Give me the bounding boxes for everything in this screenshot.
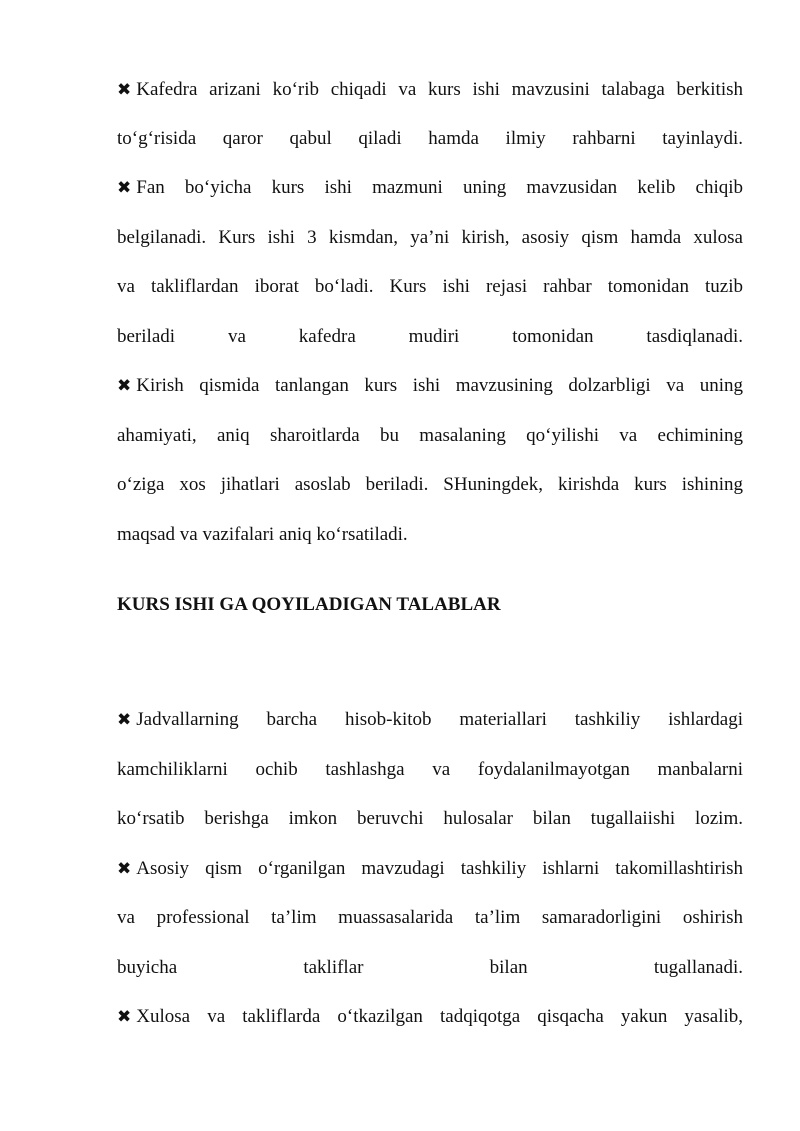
cross-bullet-icon: ✖ — [117, 859, 132, 879]
paragraph-line: o‘ziga xos jihatlari asoslab beriladi. SHuningdek, kirishda kurs ishining — [117, 474, 743, 495]
paragraph-line: buyicha takliflar bilan tugallanadi. — [117, 957, 743, 978]
paragraph-line: ✖ Asosiy qism o‘rganilgan mavzudagi tashkiliy ishlarni takomillashtirish — [117, 858, 743, 879]
paragraph-line: va takliflardan iborat bo‘ladi. Kurs ishi rejasi rahbar tomonidan tuzib — [117, 276, 743, 297]
cross-bullet-icon: ✖ — [117, 376, 132, 396]
paragraph-line: ko‘rsatib berishga imkon beruvchi hulosalar bilan tugallaiishi lozim. — [117, 808, 743, 829]
paragraph-line: kamchiliklarni ochib tashlashga va foydalanilmayotgan manbalarni — [117, 759, 743, 780]
paragraph-line: ✖ Kafedra arizani ko‘rib chiqadi va kurs ishi mavzusini talabaga berkitish — [117, 79, 743, 100]
paragraph-line: beriladi va kafedra mudiri tomonidan tasdiqlanadi. — [117, 326, 743, 347]
paragraph-line: ✖ Kirish qismida tanlangan kurs ishi mavzusining dolzarbligi va uning — [117, 375, 743, 396]
paragraph-line: belgilanadi. Kurs ishi 3 kismdan, ya’ni kirish, asosiy qism hamda xulosa — [117, 227, 743, 248]
paragraph-line: ✖ Jadvallarning barcha hisob-kitob materiallari tashkiliy ishlardagi — [117, 709, 743, 730]
paragraph-line: maqsad va vazifalari aniq ko‘rsatiladi. — [117, 524, 408, 545]
cross-bullet-icon: ✖ — [117, 178, 132, 198]
cross-bullet-icon: ✖ — [117, 80, 132, 100]
section-heading: KURS ISHI GA QOYILADIGAN TALABLAR — [117, 594, 501, 615]
paragraph-line: ✖ Xulosa va takliflarda o‘tkazilgan tadqiqotga qisqacha yakun yasalib, — [117, 1006, 743, 1027]
cross-bullet-icon: ✖ — [117, 1007, 132, 1027]
paragraph-line: to‘g‘risida qaror qabul qiladi hamda ilmiy rahbarni tayinlaydi. — [117, 128, 743, 149]
paragraph-line: ahamiyati, aniq sharoitlarda bu masalaning qo‘yilishi va echimining — [117, 425, 743, 446]
paragraph-line: va professional ta’lim muassasalarida ta’lim samaradorligini oshirish — [117, 907, 743, 928]
cross-bullet-icon: ✖ — [117, 710, 132, 730]
paragraph-line: ✖ Fan bo‘yicha kurs ishi mazmuni uning mavzusidan kelib chiqib — [117, 177, 743, 198]
